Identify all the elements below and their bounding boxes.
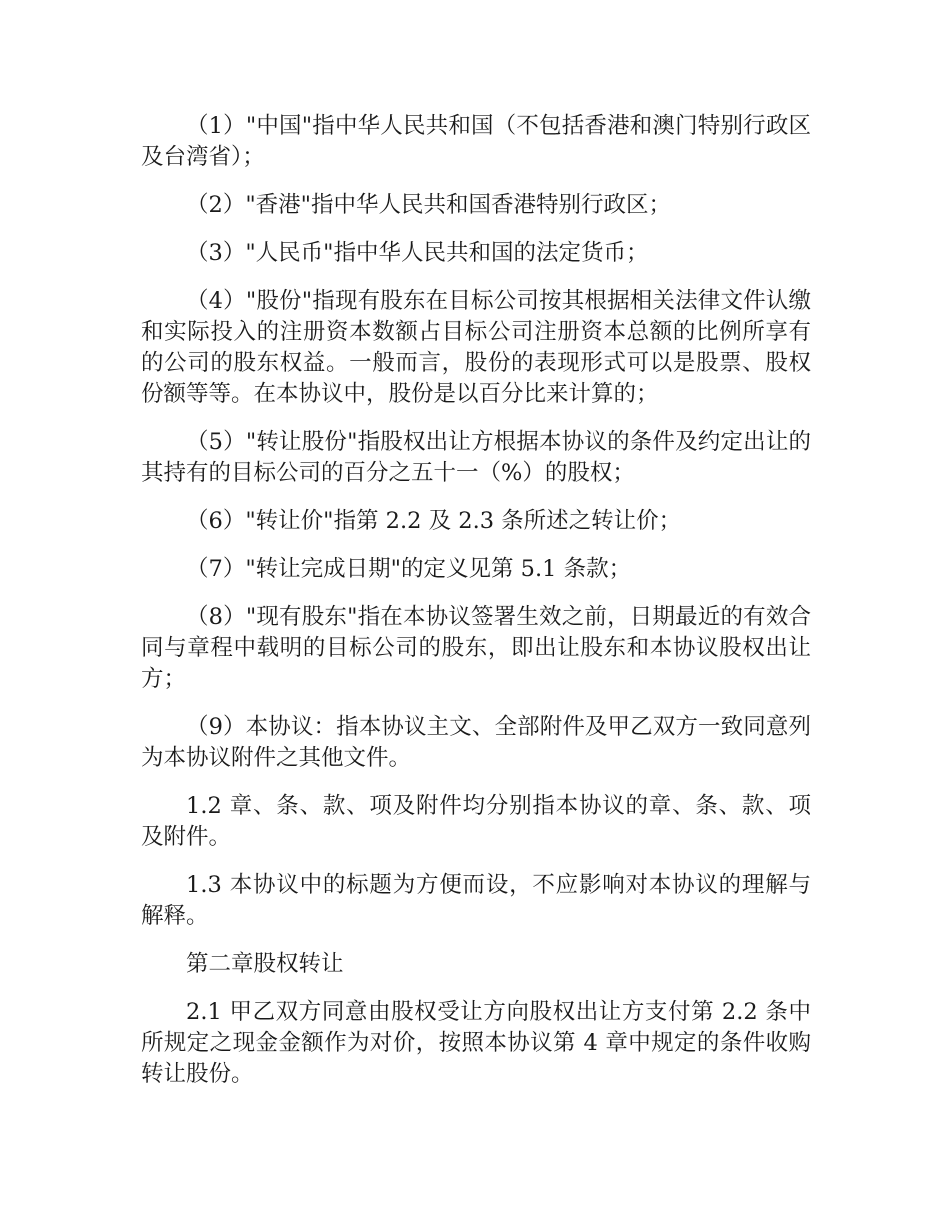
chapter-2-heading: 第二章股权转让 [186, 951, 344, 977]
definition-transfer-shares: （5）"转让股份"指股权出让方根据本协议的条件及约定出让的其持有的目标公司的百分之五十一（%）的股权； [141, 429, 811, 486]
clause-1-2: 1.2 章、条、款、项及附件均分别指本协议的章、条、款、项及附件。 [141, 793, 811, 850]
definition-rmb: （3）"人民币"指中华人民共和国的法定货币； [186, 240, 649, 266]
definition-transfer-price: （6）"转让价"指第 2.2 及 2.3 条所述之转让价； [186, 508, 682, 534]
document-page [141, 111, 811, 1107]
definition-completion-date: （7）"转让完成日期"的定义见第 5.1 条款； [186, 556, 632, 582]
definition-agreement: （9）本协议：指本协议主文、全部附件及甲乙双方一致同意列为本协议附件之其他文件。 [141, 714, 811, 771]
definition-china: （1）"中国"指中华人民共和国（不包括香港和澳门特别行政区及台湾省）； [141, 113, 811, 170]
definition-shares: （4）"股份"指现有股东在目标公司按其根据相关法律文件认缴和实际投入的注册资本数额占目标公司注册资本总额的比例所享有的公司的股东权益。一般而言，股份的表现形式可以是股票、股权份额等等。在本协议中，股份是以百分比来计算的； [141, 288, 811, 407]
clause-2-1: 2.1 甲乙双方同意由股权受让方向股权出让方支付第 2.2 条中所规定之现金金额作为对价，按照本协议第 4 章中规定的条件收购转让股份。 [141, 999, 811, 1087]
definition-hongkong: （2）"香港"指中华人民共和国香港特别行政区； [186, 192, 672, 218]
clause-1-3: 1.3 本协议中的标题为方便而设，不应影响对本协议的理解与解释。 [141, 872, 811, 929]
definition-existing-shareholders: （8）"现有股东"指在本协议签署生效之前，日期最近的有效合同与章程中载明的目标公司的股东，即出让股东和本协议股权出让方； [141, 604, 811, 692]
